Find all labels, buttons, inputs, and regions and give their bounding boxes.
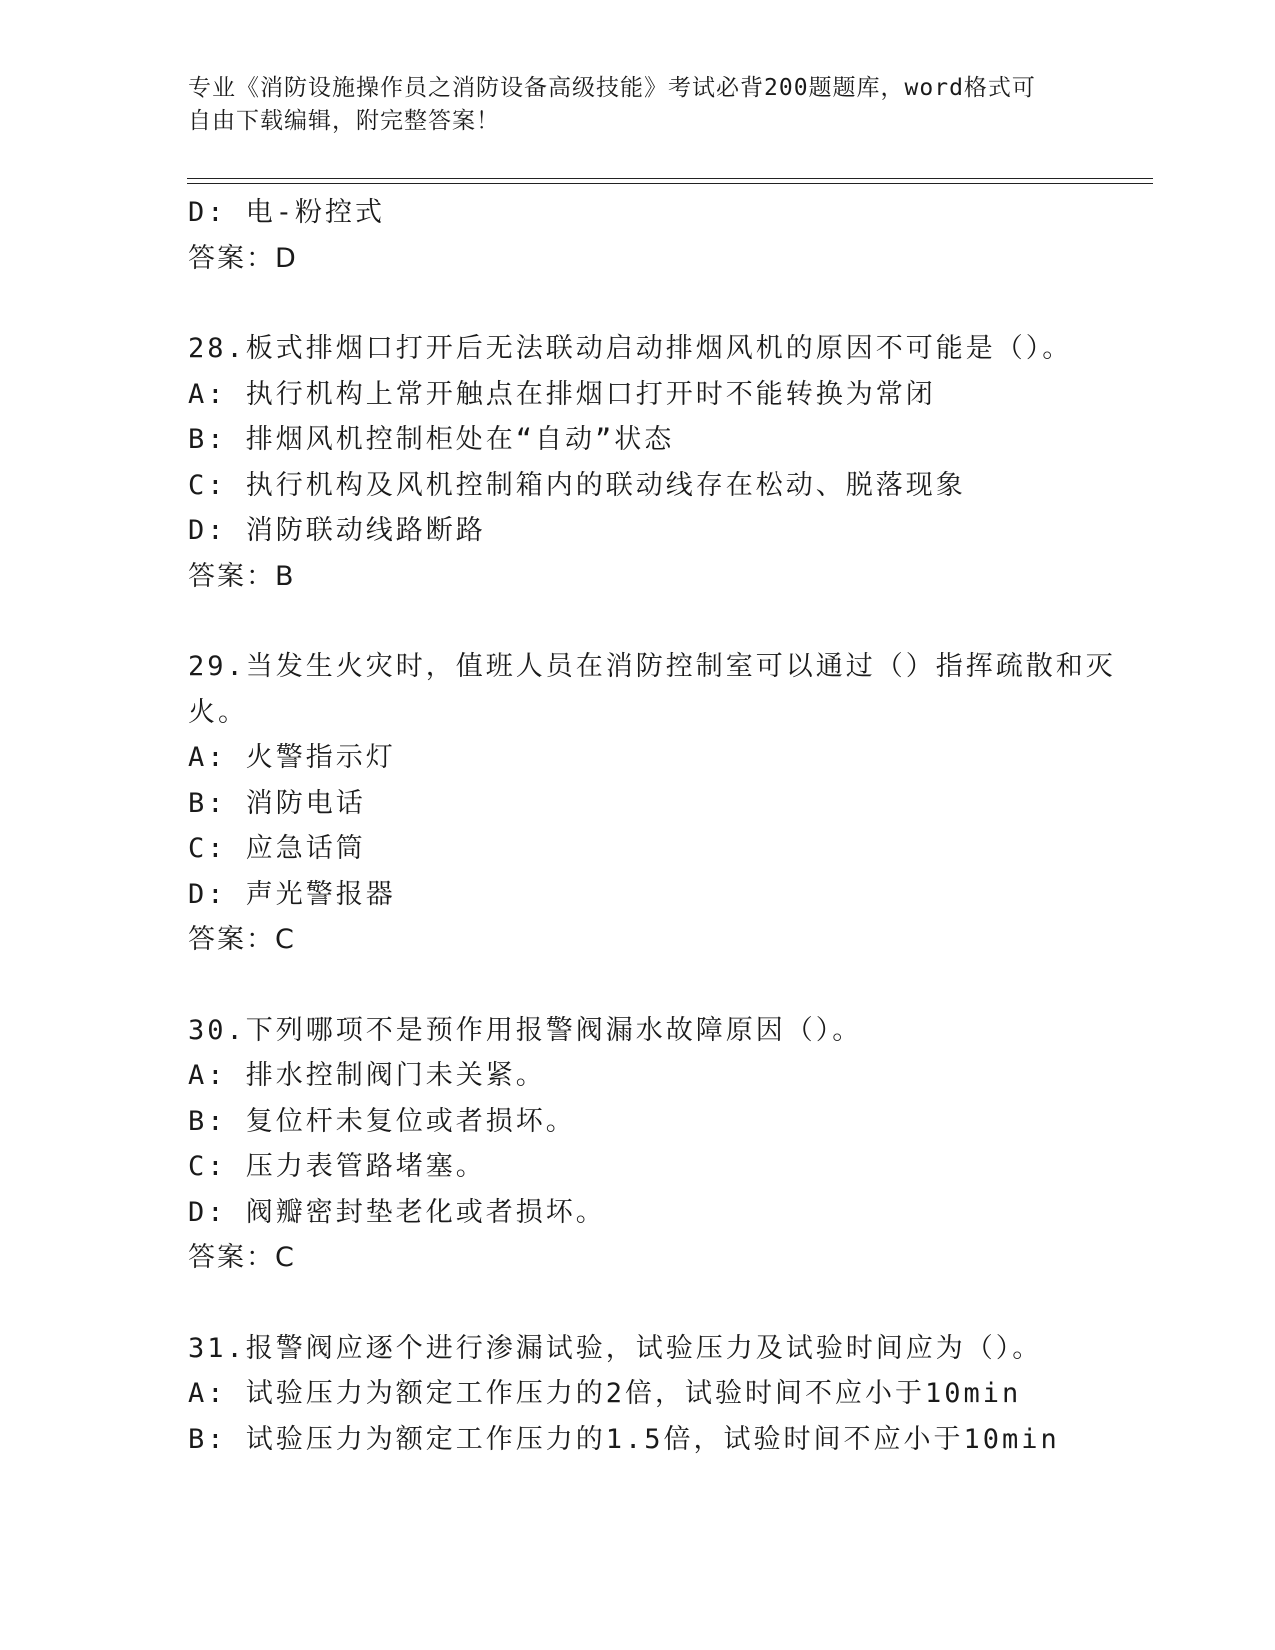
option-a: A: 排水控制阀门未关紧。 [188, 1060, 546, 1091]
header-line-1: 专业《消防设施操作员之消防设备高级技能》考试必背200题题库，word格式可 [188, 75, 1036, 101]
question-29 [188, 644, 1116, 963]
option-d: D: 声光警报器 [188, 878, 396, 910]
header-line-2: 自由下载编辑，附完整答案！ [188, 108, 500, 134]
answer-line: 答案：C [188, 1242, 296, 1273]
question-30 [188, 1008, 1088, 1281]
spacer [188, 281, 1088, 326]
option-d: D: 消防联动线路断路 [188, 515, 486, 546]
question-title: 29.当发生火灾时，值班人员在消防控制室可以通过（）指挥疏散和灭 [188, 651, 1116, 682]
question-title-continued: 火。 [188, 696, 248, 728]
document-header [188, 72, 1068, 138]
spacer [188, 599, 1088, 644]
option-c: C: 执行机构及风机控制箱内的联动线存在松动、脱落现象 [188, 469, 966, 501]
question-title: 31.报警阀应逐个进行渗漏试验，试验压力及试验时间应为（）。 [188, 1332, 1043, 1364]
option-b: B: 排烟风机控制柜处在“自动”状态 [188, 424, 675, 455]
question-28 [188, 326, 1088, 599]
option-c: C: 应急话筒 [188, 833, 366, 864]
question-title: 28.板式排烟口打开后无法联动启动排烟风机的原因不可能是（）。 [188, 333, 1073, 364]
option-d: D: 阀瓣密封垫老化或者损坏。 [188, 1196, 606, 1228]
question-31 [188, 1326, 1088, 1463]
option-b: B: 试验压力为额定工作压力的1.5倍，试验时间不应小于10min [188, 1423, 1060, 1455]
answer-line: 答案：C [188, 924, 296, 955]
question-list [188, 190, 1116, 1462]
option-d: D: 电-粉控式 [188, 197, 386, 228]
spacer [188, 963, 1088, 1008]
question-27-tail [188, 190, 1088, 281]
answer-line: 答案：B [188, 560, 296, 592]
header-divider [187, 178, 1153, 184]
option-c: C: 压力表管路堵塞。 [188, 1151, 486, 1182]
option-a: A: 火警指示灯 [188, 742, 396, 773]
spacer [188, 1281, 1088, 1326]
option-a: A: 执行机构上常开触点在排烟口打开时不能转换为常闭 [188, 378, 936, 410]
option-b: B: 复位杆未复位或者损坏。 [188, 1105, 576, 1137]
question-title: 30.下列哪项不是预作用报警阀漏水故障原因（）。 [188, 1014, 863, 1046]
answer-line: 答案：D [188, 242, 298, 274]
option-b: B: 消防电话 [188, 787, 366, 819]
option-a: A: 试验压力为额定工作压力的2倍，试验时间不应小于10min [188, 1378, 1022, 1409]
